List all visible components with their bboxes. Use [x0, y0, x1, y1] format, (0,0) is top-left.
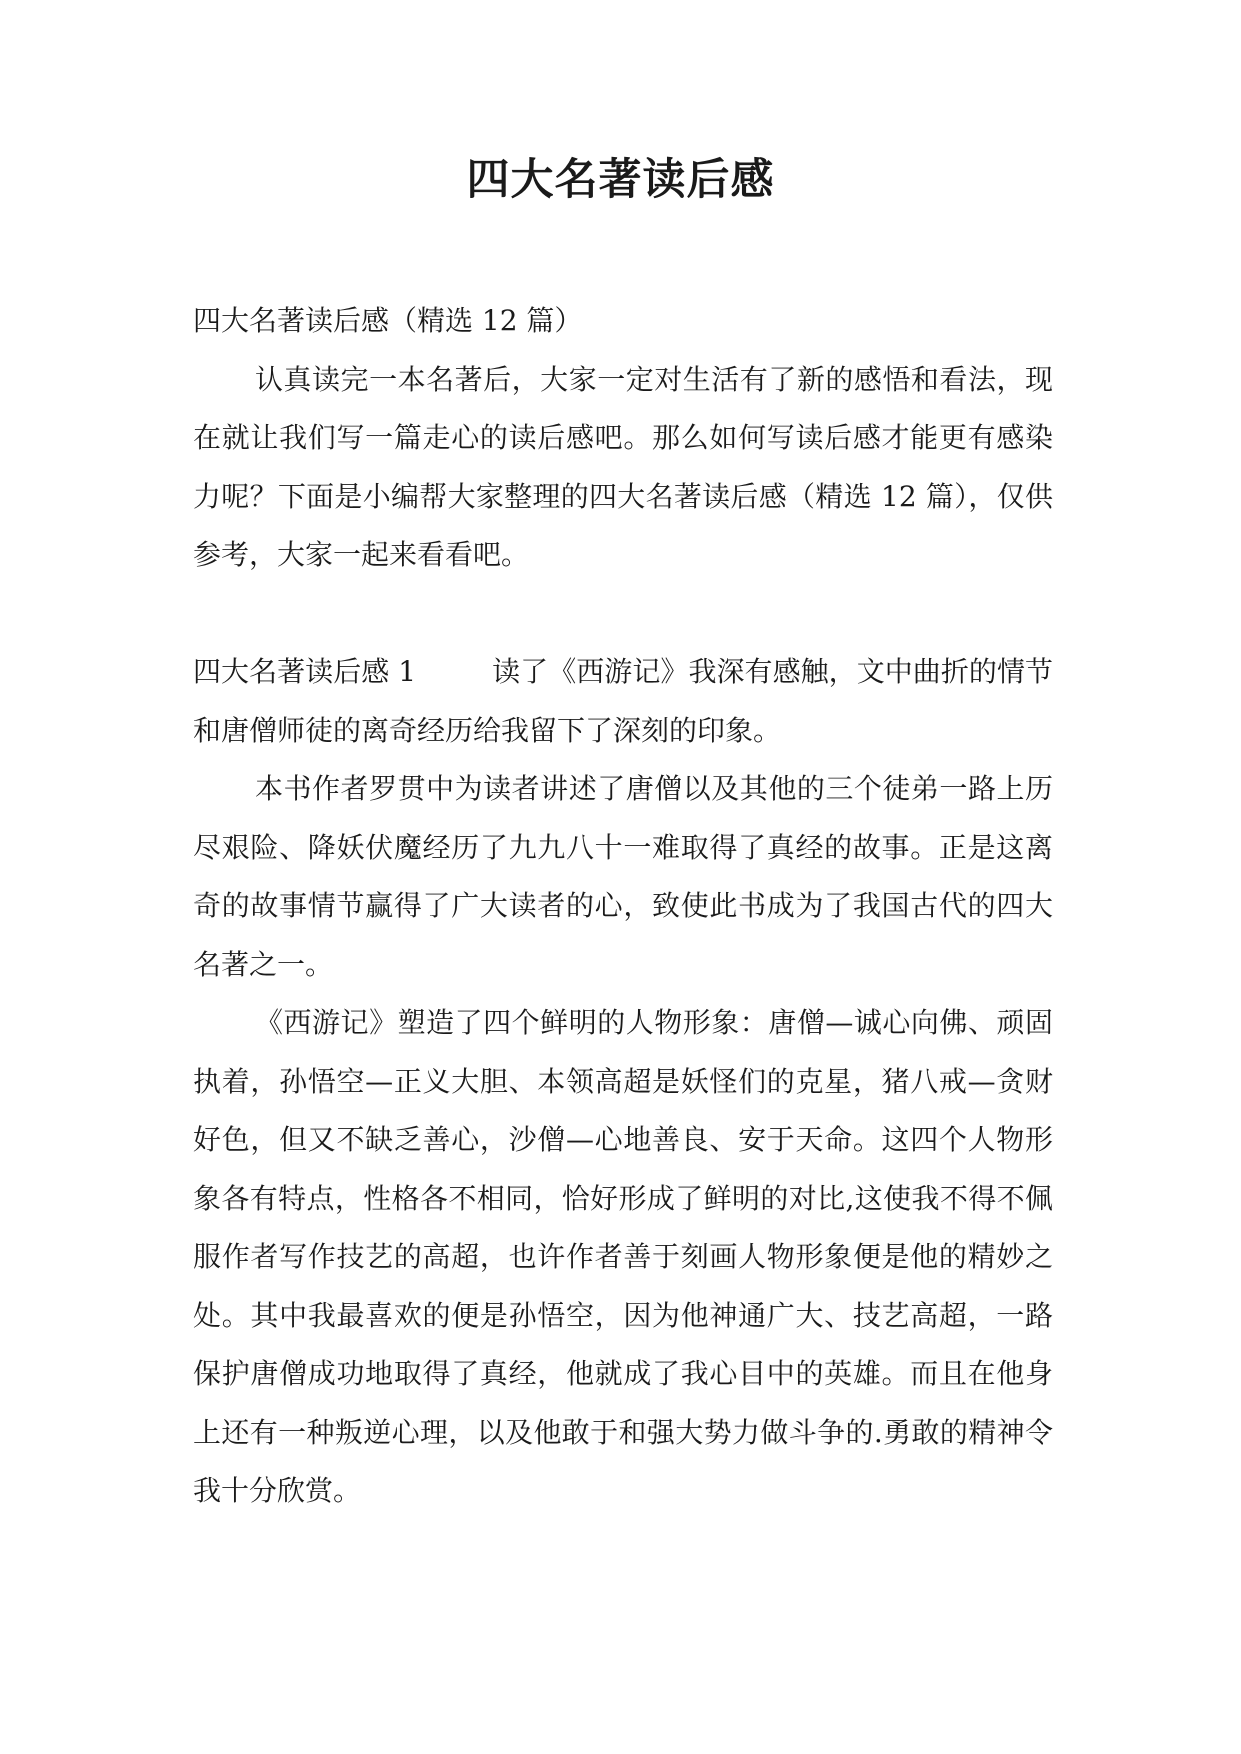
section-heading: 四大名著读后感 1 [193, 655, 417, 688]
section-1-paragraph [193, 643, 1053, 760]
section-1-first-text: 读了《西游记》我深有感触，文中曲折的情节和唐僧师徒的离奇经历给我留下了深刻的印象。 [193, 655, 1053, 747]
paragraph-gap [193, 585, 1053, 644]
body-paragraph: 《西游记》塑造了四个鲜明的人物形象：唐僧—诚心向佛、顽固执着，孙悟空—正义大胆、本领高超是妖怪们的克星，猪八戒—贪财好色，但又不缺乏善心，沙僧—心地善良、安于天命。这四个人物形象各有特点，性格各不相同，恰好形成了鲜明的对比,这使我不得不佩服作者写作技艺的高超，也许作者善于刻画人物形象便是他的精妙之处。其中我最喜欢的便是孙悟空，因为他神通广大、技艺高超，一路保护唐僧成功地取得了真经，他就成了我心目中的英雄。而且在他身上还有一种叛逆心理，以及他敢于和强大势力做斗争的.勇敢的精神令我十分欣赏。 [193, 1006, 1053, 1507]
document-title: 四大名著读后感 [466, 155, 775, 205]
document-subtitle: 四大名著读后感（精选 12 篇） [193, 304, 583, 337]
document-body [193, 292, 1053, 1521]
intro-paragraph: 认真读完一本名著后，大家一定对生活有了新的感悟和看法，现在就让我们写一篇走心的读后感吧。那么如何写读后感才能更有感染力呢？下面是小编帮大家整理的四大名著读后感（精选 12 篇），仅供参考，大家一起来看看吧。 [193, 362, 1053, 571]
body-paragraph: 本书作者罗贯中为读者讲述了唐僧以及其他的三个徒弟一路上历尽艰险、降妖伏魔经历了九九八十一难取得了真经的故事。正是这离奇的故事情节赢得了广大读者的心，致使此书成为了我国古代的四大名著之一。 [193, 772, 1053, 981]
